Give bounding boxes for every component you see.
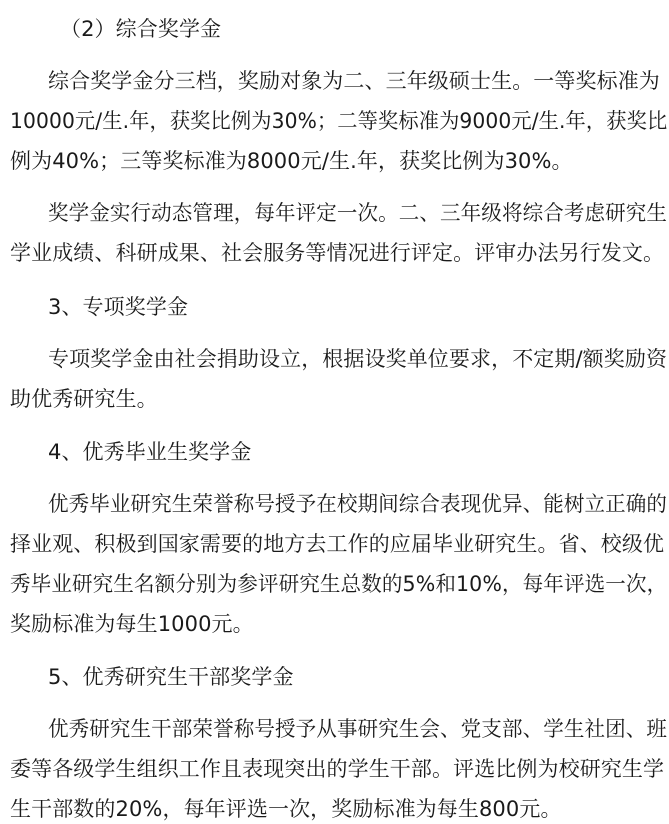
paragraph-line: 秀毕业研究生名额分别为参评研究生总数的5%和10%，每年评选一次，	[10, 572, 668, 596]
paragraph-line: 10000元/生.年，获奖比例为30%；二等奖标准为9000元/生.年，获奖比	[10, 109, 668, 133]
paragraph-line: 奖励标准为每生1000元。	[10, 612, 254, 636]
section-heading-outstanding-graduate-scholarship: 4、优秀毕业生奖学金	[48, 440, 252, 464]
paragraph-line: 奖学金实行动态管理，每年评定一次。二、三年级将综合考虑研究生	[48, 201, 668, 225]
paragraph-line: 例为40%；三等奖标准为8000元/生.年，获奖比例为30%。	[10, 149, 573, 173]
paragraph-line: 优秀毕业研究生荣誉称号授予在校期间综合表现优异、能树立正确的	[48, 492, 668, 516]
paragraph-line: 优秀研究生干部荣誉称号授予从事研究生会、党支部、学生社团、班	[48, 717, 668, 741]
paragraph-line: 综合奖学金分三档，奖励对象为二、三年级硕士生。一等奖标准为	[48, 69, 660, 93]
paragraph-line: 择业观、积极到国家需要的地方去工作的应届毕业研究生。省、校级优	[10, 532, 665, 556]
section-heading-student-cadre-scholarship: 5、优秀研究生干部奖学金	[48, 665, 294, 689]
paragraph-line: 专项奖学金由社会捐助设立，根据设奖单位要求，不定期/额奖励资	[48, 347, 668, 371]
paragraph-line: 助优秀研究生。	[10, 387, 158, 411]
paragraph-line: 学业成绩、科研成果、社会服务等情况进行评定。评审办法另行发文。	[10, 241, 665, 265]
paragraph-line: 生干部数的20%，每年评选一次，奖励标准为每生800元。	[10, 797, 562, 821]
paragraph-line: 委等各级学生组织工作且表现突出的学生干部。评选比例为校研究生学	[10, 757, 665, 781]
section-heading-special-scholarship: 3、专项奖学金	[48, 295, 189, 319]
section-heading-comprehensive-scholarship: （2）综合奖学金	[60, 17, 222, 41]
